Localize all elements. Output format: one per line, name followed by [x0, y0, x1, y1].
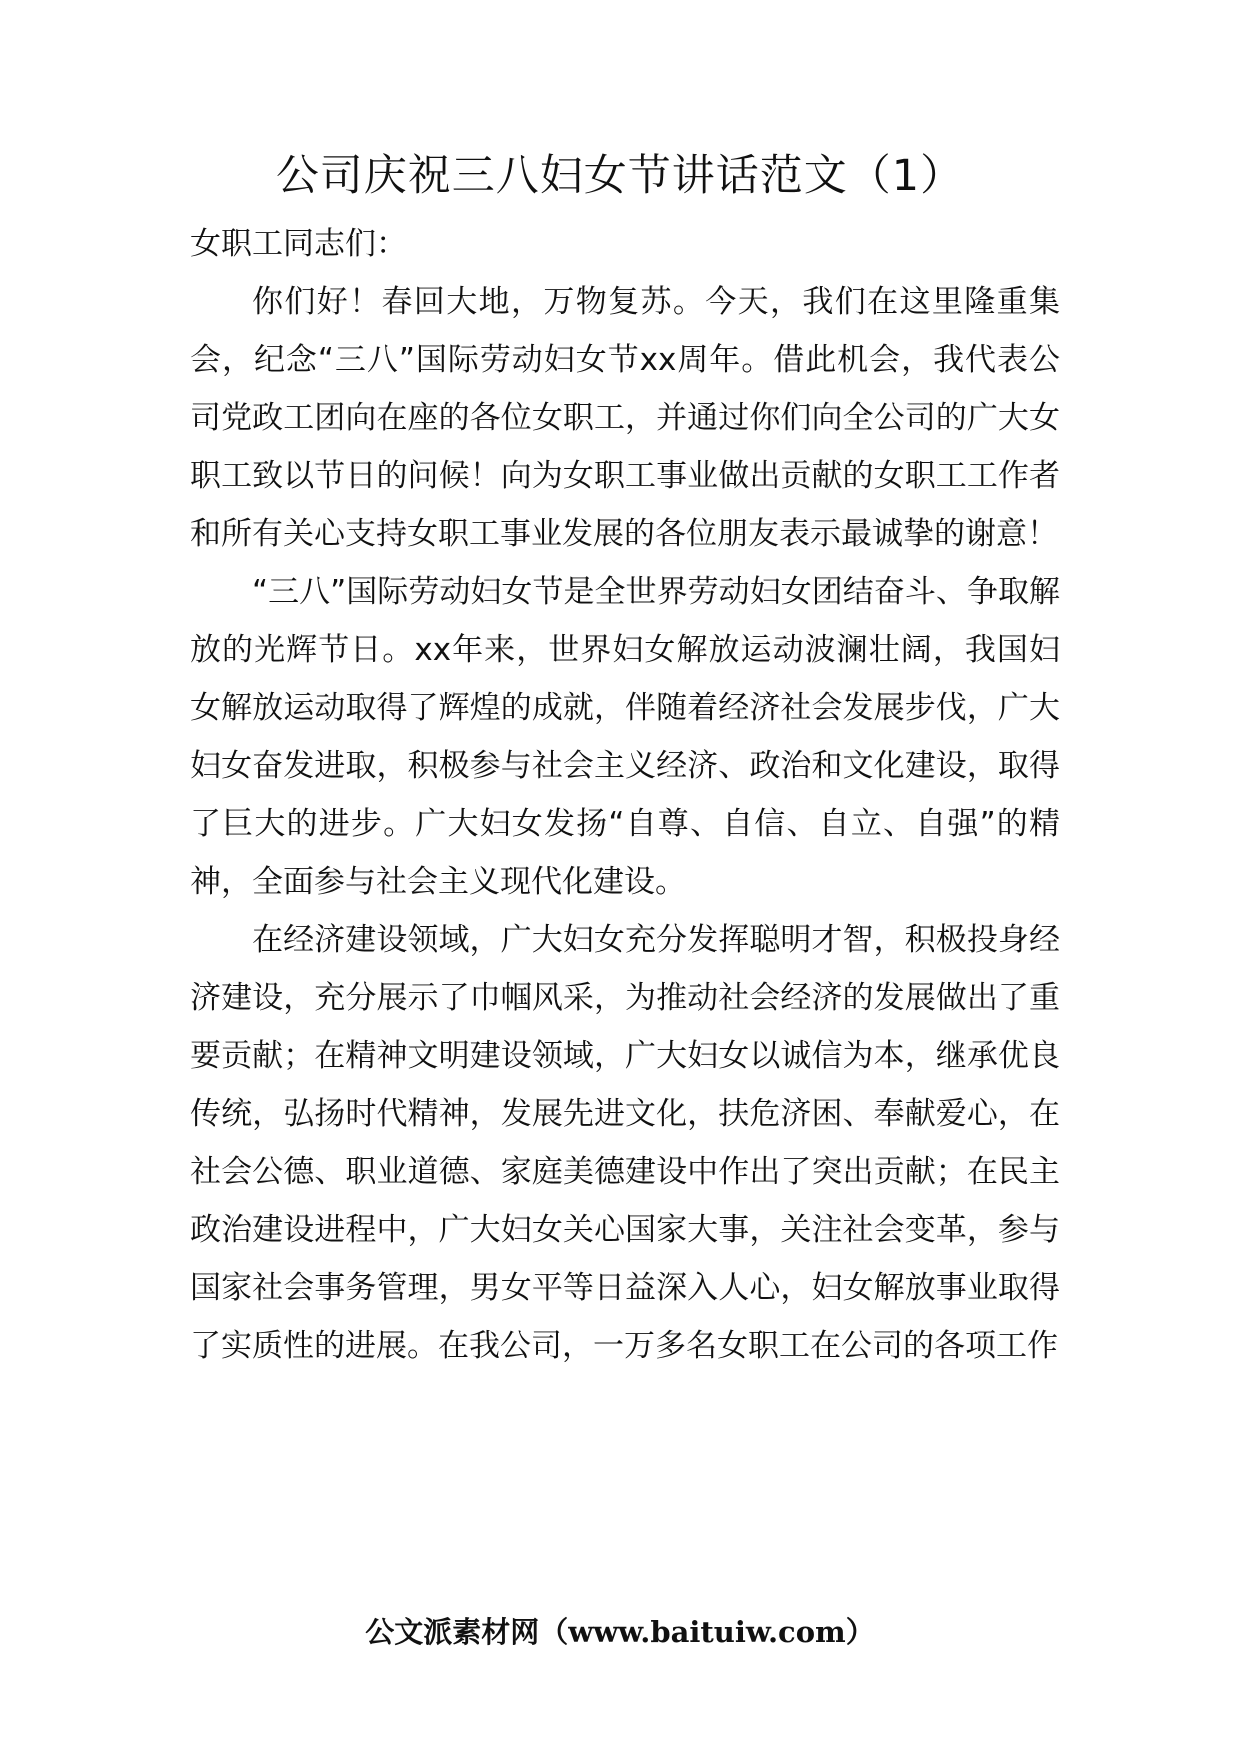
footer-source: 公文派素材网（www.baituiw.com）: [365, 1615, 875, 1649]
page-title: 公司庆祝三八妇女节讲话范文（1）: [275, 151, 965, 201]
paragraph-womens-day: “三八”国际劳动妇女节是全世界劳动妇女团结奋斗、争取解放的光辉节日。xx年来，世界妇女解放运动波澜壮阔，我国妇女解放运动取得了辉煌的成就，伴随着经济社会发展步伐，广大妇女奋发进取，积极参与社会主义经济、政治和文化建设，取得了巨大的进步。广大妇女发扬“自尊、自信、自立、自强”的精神，全面参与社会主义现代化建设。: [190, 574, 1060, 900]
paragraph-contributions: 在经济建设领域，广大妇女充分发挥聪明才智，积极投身经济建设，充分展示了巾帼风采，为推动社会经济的发展做出了重要贡献；在精神文明建设领域，广大妇女以诚信为本，继承优良传统，弘扬时代精神，发展先进文化，扶危济困、奉献爱心，在社会公德、职业道德、家庭美德建设中作出了突出贡献；在民主政治建设进程中，广大妇女关心国家大事，关注社会变革，参与国家社会事务管理，男女平等日益深入人心，妇女解放事业取得了实质性的进展。在我公司，一万多名女职工在公司的各项工作: [190, 922, 1060, 1364]
paragraph-greeting: 你们好！春回大地，万物复苏。今天，我们在这里隆重集会，纪念“三八”国际劳动妇女节xx周年。借此机会，我代表公司党政工团向在座的各位女职工，并通过你们向全公司的广大女职工致以节日的问候！向为女职工事业做出贡献的女职工工作者和所有关心支持女职工事业发展的各位朋友表示最诚挚的谢意！: [190, 284, 1060, 552]
document-body: [190, 215, 1060, 1375]
salutation: 女职工同志们：: [190, 226, 407, 262]
